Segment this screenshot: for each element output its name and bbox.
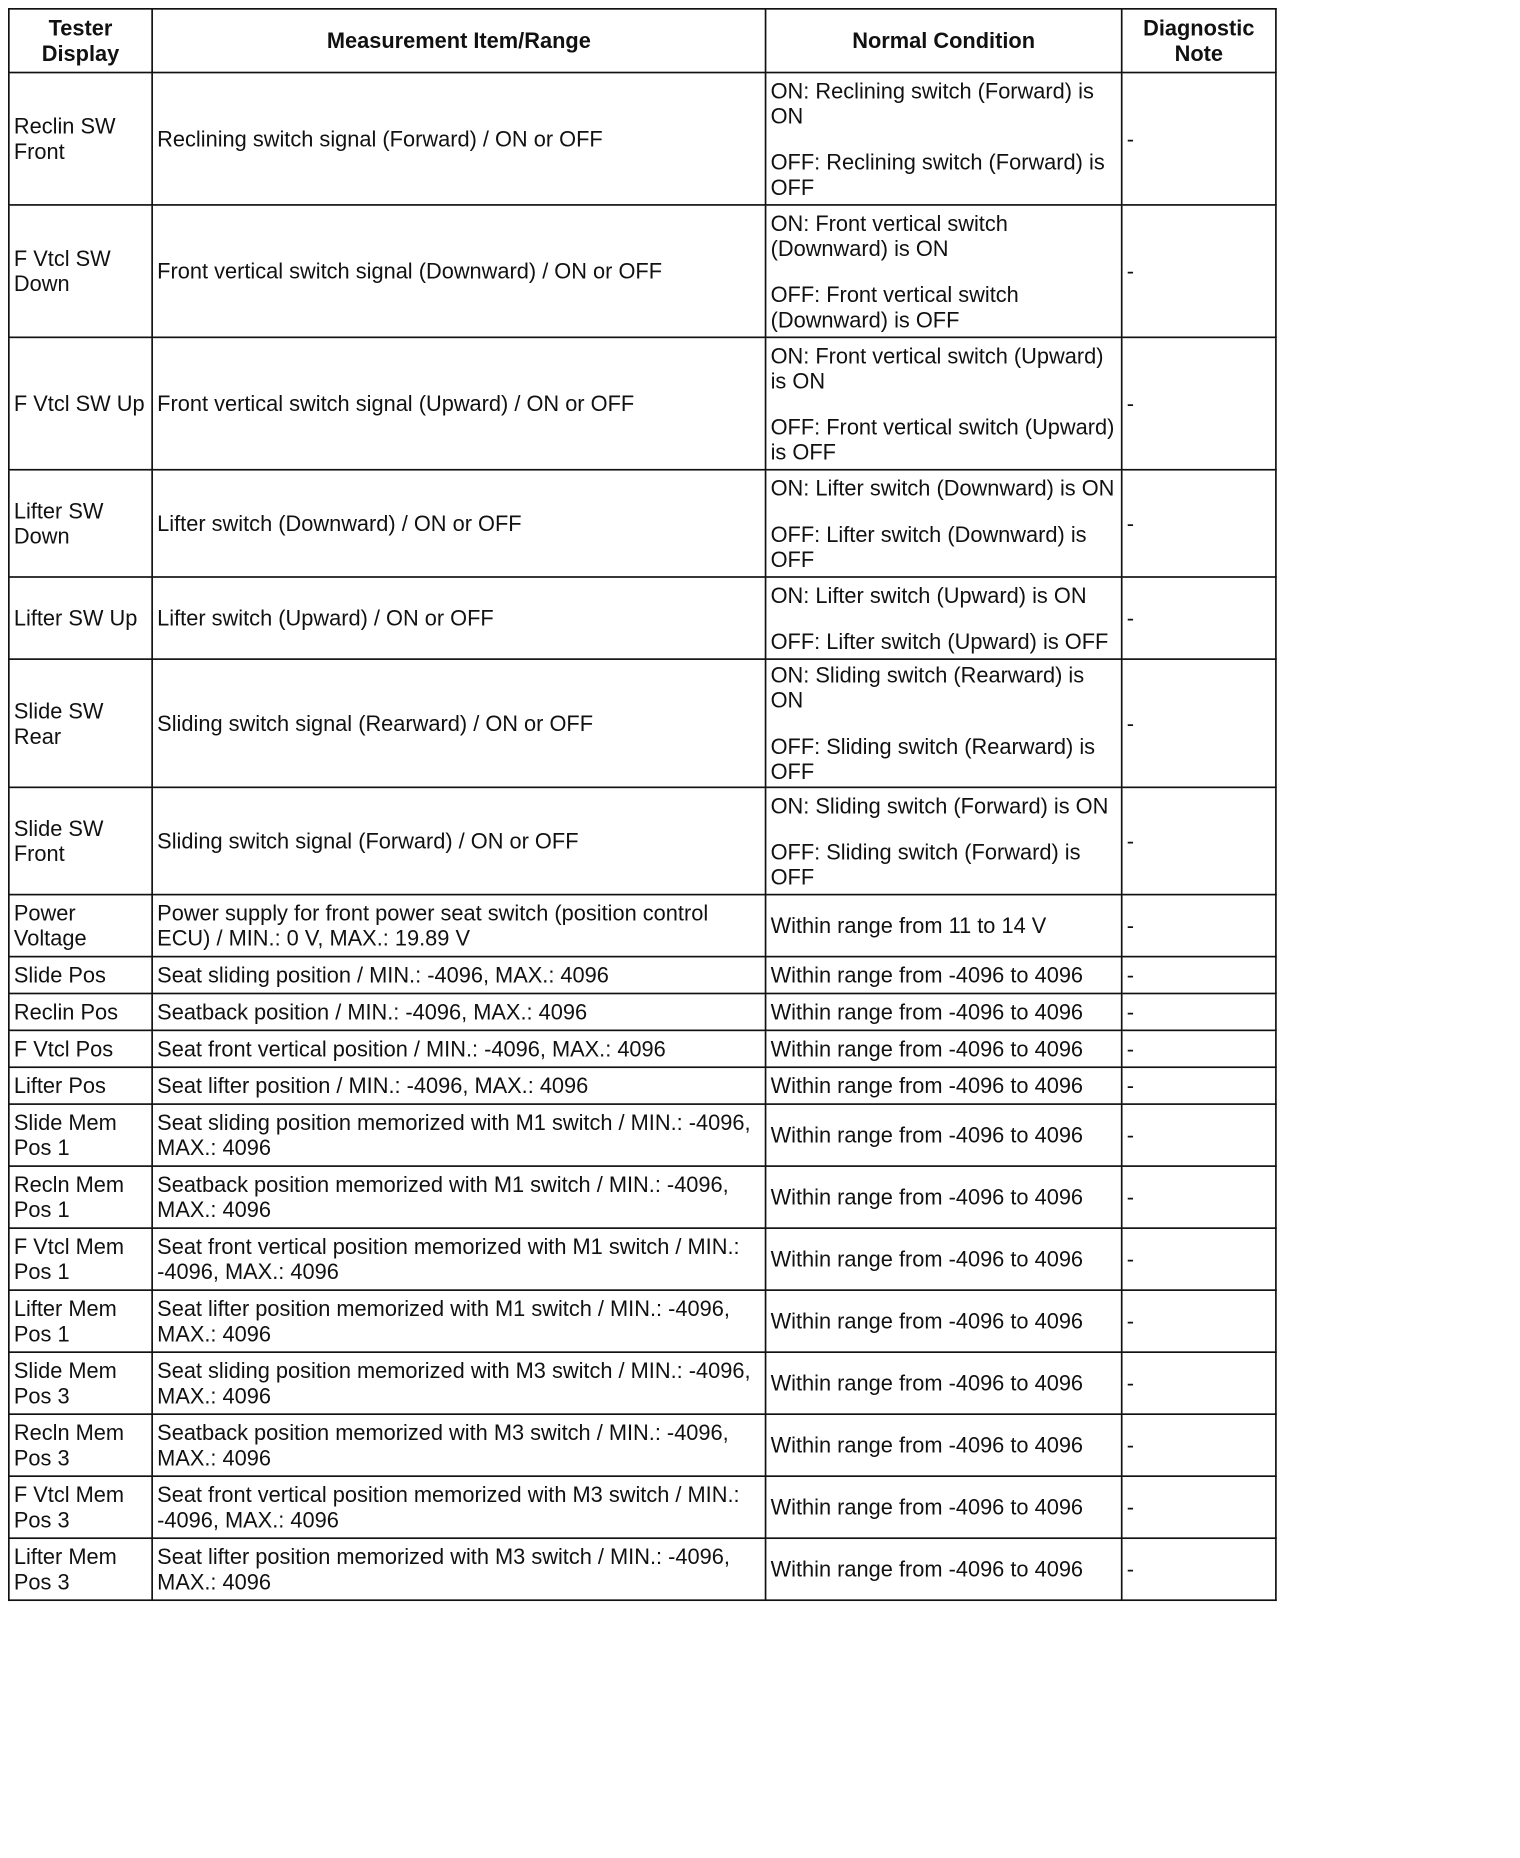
table-row xyxy=(9,337,1276,469)
tester-display-cell: F Vtcl SW Up xyxy=(9,337,152,469)
condition-on-text: ON: Front vertical switch (Upward) is ON xyxy=(770,342,1104,394)
diagnostic-note-cell: - xyxy=(1122,1104,1276,1166)
table-row xyxy=(9,1414,1276,1476)
tester-display-cell: Slide Mem Pos 1 xyxy=(9,1104,152,1166)
table-row xyxy=(9,1104,1276,1166)
normal-condition-cell xyxy=(766,787,1122,894)
condition-off-text: OFF: Front vertical switch (Upward) is OFF xyxy=(770,414,1115,465)
diagnostic-note-cell: - xyxy=(1122,895,1276,957)
table-row xyxy=(9,1352,1276,1414)
normal-condition-cell xyxy=(766,337,1122,469)
measurement-cell: Lifter switch (Downward) / ON or OFF xyxy=(152,470,765,577)
diagnostic-note-cell: - xyxy=(1122,1228,1276,1290)
measurement-cell: Seat front vertical position memorized with M3 switch / MIN.: -4096, MAX.: 4096 xyxy=(152,1476,765,1538)
measurement-cell: Seat front vertical position / MIN.: -4096, MAX.: 4096 xyxy=(152,1030,765,1067)
header-diagnostic-note: Diagnostic Note xyxy=(1122,9,1276,73)
table-row xyxy=(9,1290,1276,1352)
data-list-sheet xyxy=(8,8,1275,1595)
condition-off-text: OFF: Lifter switch (Downward) is OFF xyxy=(770,521,1087,572)
normal-condition-cell xyxy=(766,205,1122,337)
diagnostic-note-cell: - xyxy=(1122,1414,1276,1476)
normal-condition-cell: Within range from -4096 to 4096 xyxy=(766,1290,1122,1352)
table-row xyxy=(9,659,1276,787)
condition-on-text: ON: Lifter switch (Upward) is ON xyxy=(770,582,1087,608)
diagnostic-note-cell: - xyxy=(1122,787,1276,894)
diagnostic-note-cell: - xyxy=(1122,1166,1276,1228)
normal-condition-cell: Within range from -4096 to 4096 xyxy=(766,1538,1122,1600)
normal-condition-cell xyxy=(766,577,1122,659)
header-tester-display: Tester Display xyxy=(9,9,152,73)
normal-condition-cell: Within range from -4096 to 4096 xyxy=(766,1414,1122,1476)
measurement-cell: Reclining switch signal (Forward) / ON or OFF xyxy=(152,73,765,205)
tester-display-cell: Slide SW Front xyxy=(9,787,152,894)
tester-display-cell: Lifter SW Down xyxy=(9,470,152,577)
normal-condition-cell: Within range from -4096 to 4096 xyxy=(766,1030,1122,1067)
condition-on-text: ON: Sliding switch (Rearward) is ON xyxy=(770,662,1085,713)
table-row xyxy=(9,577,1276,659)
tester-display-cell: Lifter Mem Pos 3 xyxy=(9,1538,152,1600)
tester-display-cell: F Vtcl Pos xyxy=(9,1030,152,1067)
measurement-cell: Seat lifter position memorized with M1 switch / MIN.: -4096, MAX.: 4096 xyxy=(152,1290,765,1352)
condition-on-text: ON: Reclining switch (Forward) is ON xyxy=(770,77,1094,129)
normal-condition-cell: Within range from -4096 to 4096 xyxy=(766,1476,1122,1538)
normal-condition-cell: Within range from -4096 to 4096 xyxy=(766,1067,1122,1104)
normal-condition-cell: Within range from -4096 to 4096 xyxy=(766,1166,1122,1228)
normal-condition-cell: Within range from -4096 to 4096 xyxy=(766,1228,1122,1290)
measurement-cell: Seatback position memorized with M1 switch / MIN.: -4096, MAX.: 4096 xyxy=(152,1166,765,1228)
table-row xyxy=(9,1228,1276,1290)
measurement-cell: Sliding switch signal (Forward) / ON or OFF xyxy=(152,787,765,894)
diagnostic-note-cell: - xyxy=(1122,1476,1276,1538)
measurement-cell: Seat sliding position memorized with M3 switch / MIN.: -4096, MAX.: 4096 xyxy=(152,1352,765,1414)
normal-condition-cell: Within range from 11 to 14 V xyxy=(766,895,1122,957)
tester-display-cell: Lifter SW Up xyxy=(9,577,152,659)
table-row xyxy=(9,957,1276,994)
normal-condition-cell: Within range from -4096 to 4096 xyxy=(766,993,1122,1030)
diagnostic-note-cell: - xyxy=(1122,993,1276,1030)
measurement-cell: Seatback position / MIN.: -4096, MAX.: 4096 xyxy=(152,993,765,1030)
tester-display-cell: F Vtcl SW Down xyxy=(9,205,152,337)
tester-display-cell: Slide Pos xyxy=(9,957,152,994)
tester-display-cell: Power Voltage xyxy=(9,895,152,957)
normal-condition-cell xyxy=(766,659,1122,787)
tester-display-cell: Reclin SW Front xyxy=(9,73,152,205)
normal-condition-cell xyxy=(766,470,1122,577)
diagnostic-note-cell: - xyxy=(1122,73,1276,205)
header-measurement: Measurement Item/Range xyxy=(152,9,765,73)
tester-display-cell: Lifter Mem Pos 1 xyxy=(9,1290,152,1352)
diagnostic-note-cell: - xyxy=(1122,1290,1276,1352)
table-row xyxy=(9,787,1276,894)
normal-condition-cell: Within range from -4096 to 4096 xyxy=(766,1352,1122,1414)
header-normal-condition: Normal Condition xyxy=(766,9,1122,73)
condition-off-text: OFF: Sliding switch (Rearward) is OFF xyxy=(770,733,1096,784)
table-row xyxy=(9,470,1276,577)
diagnostic-note-cell: - xyxy=(1122,337,1276,469)
measurement-cell: Seat sliding position / MIN.: -4096, MAX.: 4096 xyxy=(152,957,765,994)
condition-on-text: ON: Sliding switch (Forward) is ON xyxy=(770,792,1109,818)
table-row xyxy=(9,205,1276,337)
measurement-cell: Seatback position memorized with M3 switch / MIN.: -4096, MAX.: 4096 xyxy=(152,1414,765,1476)
tester-display-cell: F Vtcl Mem Pos 1 xyxy=(9,1228,152,1290)
tester-display-cell: Recln Mem Pos 1 xyxy=(9,1166,152,1228)
measurement-cell: Seat lifter position memorized with M3 switch / MIN.: -4096, MAX.: 4096 xyxy=(152,1538,765,1600)
measurement-cell: Seat front vertical position memorized with M1 switch / MIN.: -4096, MAX.: 4096 xyxy=(152,1228,765,1290)
table-row xyxy=(9,895,1276,957)
measurement-cell: Front vertical switch signal (Downward) / ON or OFF xyxy=(152,205,765,337)
diagnostic-note-cell: - xyxy=(1122,470,1276,577)
normal-condition-cell: Within range from -4096 to 4096 xyxy=(766,1104,1122,1166)
diagnostic-note-cell: - xyxy=(1122,577,1276,659)
table-row xyxy=(9,993,1276,1030)
normal-condition-cell: Within range from -4096 to 4096 xyxy=(766,957,1122,994)
tester-display-cell: Lifter Pos xyxy=(9,1067,152,1104)
tester-display-cell: Slide Mem Pos 3 xyxy=(9,1352,152,1414)
diagnostic-note-cell: - xyxy=(1122,659,1276,787)
measurement-cell: Sliding switch signal (Rearward) / ON or OFF xyxy=(152,659,765,787)
condition-off-text: OFF: Reclining switch (Forward) is OFF xyxy=(770,149,1105,200)
normal-condition-cell xyxy=(766,73,1122,205)
measurement-cell: Lifter switch (Upward) / ON or OFF xyxy=(152,577,765,659)
tester-display-cell: Slide SW Rear xyxy=(9,659,152,787)
table-row xyxy=(9,1030,1276,1067)
diagnostic-note-cell: - xyxy=(1122,1352,1276,1414)
tester-display-cell: Recln Mem Pos 3 xyxy=(9,1414,152,1476)
diagnostic-note-cell: - xyxy=(1122,1030,1276,1067)
table-header-row xyxy=(9,9,1276,73)
condition-off-text: OFF: Lifter switch (Upward) is OFF xyxy=(770,628,1109,654)
measurement-cell: Seat lifter position / MIN.: -4096, MAX.: 4096 xyxy=(152,1067,765,1104)
tester-display-cell: F Vtcl Mem Pos 3 xyxy=(9,1476,152,1538)
diagnostic-note-cell: - xyxy=(1122,957,1276,994)
diagnostic-note-cell: - xyxy=(1122,1067,1276,1104)
condition-off-text: OFF: Sliding switch (Forward) is OFF xyxy=(770,838,1081,890)
diagnostic-note-cell: - xyxy=(1122,205,1276,337)
diagnostic-note-cell: - xyxy=(1122,1538,1276,1600)
measurement-cell: Front vertical switch signal (Upward) / ON or OFF xyxy=(152,337,765,469)
measurement-cell: Power supply for front power seat switch (position control ECU) / MIN.: 0 V, MAX.: 19.89 V xyxy=(152,895,765,957)
condition-on-text: ON: Front vertical switch (Downward) is ON xyxy=(770,210,1008,261)
tester-display-cell: Reclin Pos xyxy=(9,993,152,1030)
condition-on-text: ON: Lifter switch (Downward) is ON xyxy=(770,475,1115,501)
table-row xyxy=(9,73,1276,205)
measurement-cell: Seat sliding position memorized with M1 switch / MIN.: -4096, MAX.: 4096 xyxy=(152,1104,765,1166)
condition-off-text: OFF: Front vertical switch (Downward) is OFF xyxy=(770,281,1019,332)
table-row xyxy=(9,1476,1276,1538)
table-row xyxy=(9,1166,1276,1228)
table-row xyxy=(9,1067,1276,1104)
data-list-table xyxy=(8,8,1277,1601)
table-row xyxy=(9,1538,1276,1600)
